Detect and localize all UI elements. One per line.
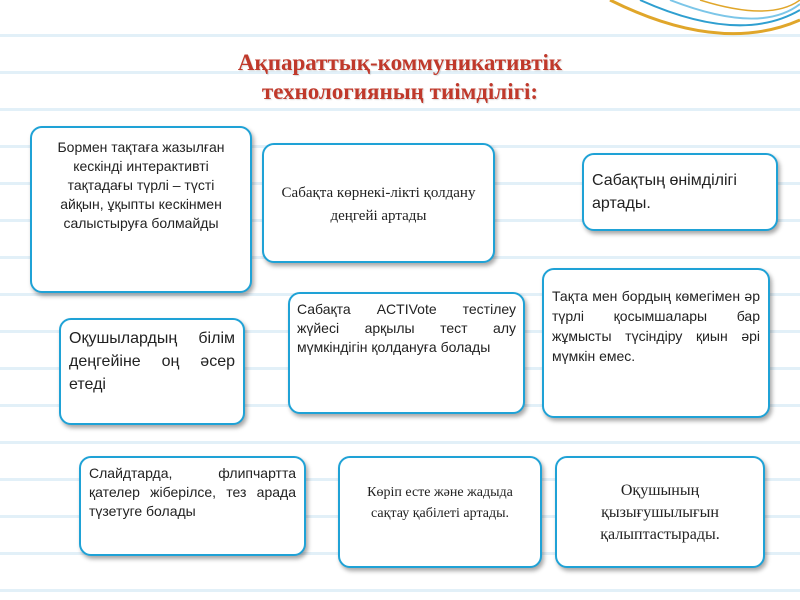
box-memory-ability (338, 456, 542, 568)
box-chalkboard-comparison-text: Бормен тақтаға жазылған кескінді интерактивті тақтадағы түрлі – түсті айқын, ұқыпты кескінмен салыстыруға болмайды (57, 139, 225, 231)
box-chalkboard-difficulty (542, 268, 770, 418)
box-activote-testing (288, 292, 525, 414)
box-student-knowledge (59, 318, 245, 425)
box-slide-corrections-text: Слайдтарда, флипчартта қателер жіберілсе, тез арада түзетуге болады (89, 465, 296, 519)
box-student-interest (555, 456, 765, 568)
box-chalkboard-difficulty-text: Тақта мен бордың көмегімен әр түрлі қосымшалары бар жұмысты түсіндіру қиын әрі мүмкін емес. (552, 288, 760, 364)
box-lesson-productivity-text: Сабақтың өнімділігі артады. (592, 172, 737, 212)
box-student-interest-text: Оқушының қызығушылығын қалыптастырады. (600, 482, 720, 543)
box-student-knowledge-text: Оқушылардың білім деңгейіне оң әсер етеді (69, 330, 235, 393)
box-memory-ability-text: Көріп есте және жадыда сақтау қабілеті артады. (367, 485, 513, 521)
title-line-2: технологияның тиімділігі: (261, 79, 539, 104)
box-activote-testing-text: Сабақта ACTIVote тестілеу жүйесі арқылы тест алу мүмкіндігін қолдануға болады (297, 301, 516, 355)
box-slide-corrections (79, 456, 306, 556)
box-chalkboard-comparison (30, 126, 252, 293)
slide-title (100, 48, 700, 106)
box-lesson-productivity (582, 153, 778, 231)
box-visual-aids (262, 143, 495, 263)
box-visual-aids-text: Сабақта көрнекі-лікті қолдану деңгейі артады (281, 185, 476, 224)
title-line-1: Ақпараттық-коммуникативтік (237, 50, 563, 75)
